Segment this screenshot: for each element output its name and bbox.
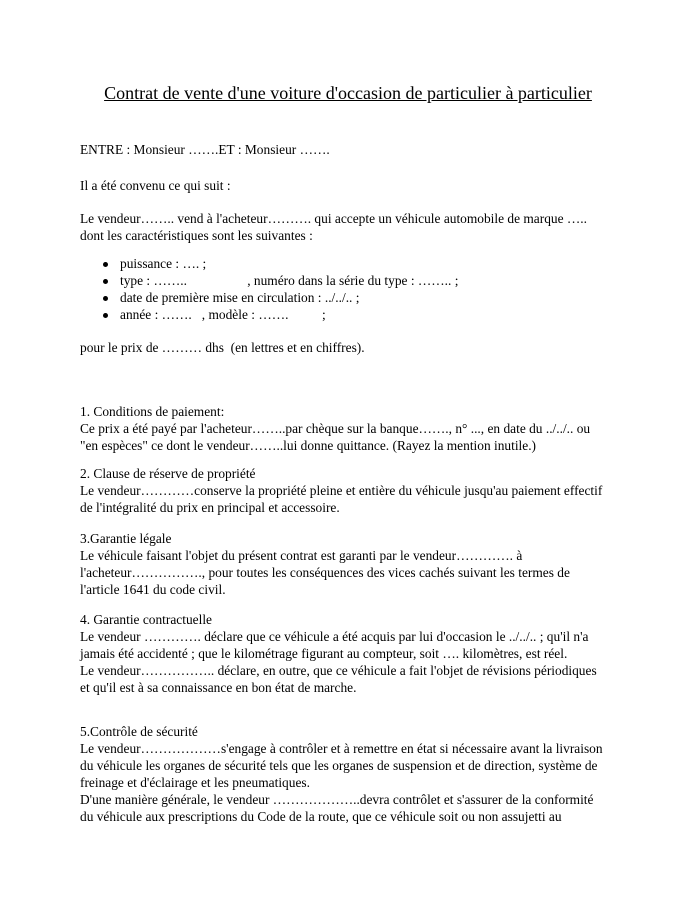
list-item: puissance : …. ; [120, 256, 207, 271]
section-text: freinage et d'éclairage et les pneumatiques. [80, 775, 310, 790]
section-text: de l'intégralité du prix en principal et accessoire. [80, 500, 340, 515]
section-text: "en espèces" ce dont le vendeur……..lui donne quittance. (Rayez la mention inutile.) [80, 438, 537, 453]
bullet-icon [103, 296, 108, 301]
intro-line: dont les caractéristiques sont les suivantes : [80, 228, 313, 243]
section-text: du véhicule aux prescriptions du Code de la route, que ce véhicule soit ou non assujetti au [80, 809, 562, 824]
list-item: type : …….. , numéro dans la série du type : …….. ; [120, 273, 459, 288]
section-text: Ce prix a été payé par l'acheteur……..par chèque sur la banque……., n° ..., en date du ../../.. ou [80, 421, 591, 436]
list-item: date de première mise en circulation : ../../.. ; [120, 290, 360, 305]
price-line: pour le prix de ……… dhs (en lettres et en chiffres). [80, 340, 365, 355]
section-heading: 5.Contrôle de sécurité [80, 724, 198, 739]
document-title: Contrat de vente d'une voiture d'occasion de particulier à particulier [104, 83, 592, 103]
bullet-icon [103, 279, 108, 284]
section-heading: 3.Garantie légale [80, 531, 172, 546]
list-item: année : ……. , modèle : ……. ; [120, 307, 326, 322]
section-text: jamais été accidenté ; que le kilométrage figurant au compteur, soit …. kilomètres, est réel. [80, 646, 568, 661]
bullet-icon [103, 313, 108, 318]
section-text: l'article 1641 du code civil. [80, 582, 226, 597]
section-text: du véhicule les organes de sécurité tels que les organes de suspension et de direction, système de [80, 758, 598, 773]
section-text: l'acheteur……………., pour toutes les conséquences des vices cachés suivant les termes de [80, 565, 570, 580]
section-heading: 1. Conditions de paiement: [80, 404, 225, 419]
section-text: Le véhicule faisant l'objet du présent contrat est garanti par le vendeur…………. à [80, 548, 523, 563]
section-text: et qu'il est à sa connaissance en bon état de marche. [80, 680, 357, 695]
section-heading: 2. Clause de réserve de propriété [80, 466, 256, 481]
section-heading: 4. Garantie contractuelle [80, 612, 212, 627]
section-text: Le vendeur …………. déclare que ce véhicule a été acquis par lui d'occasion le ../../.. ; qu'il n'a [80, 629, 589, 644]
parties-line: ENTRE : Monsieur …….ET : Monsieur ……. [80, 142, 330, 157]
bullet-icon [103, 262, 108, 267]
section-text: Le vendeur…………conserve la propriété pleine et entière du véhicule jusqu'au paiement effectif [80, 483, 603, 498]
intro-line: Le vendeur…….. vend à l'acheteur………. qui accepte un véhicule automobile de marque ….. [80, 211, 587, 226]
section-text: D'une manière générale, le vendeur ………………..devra contrôlet et s'assurer de la conformité [80, 792, 594, 807]
convenu-line: Il a été convenu ce qui suit : [80, 178, 231, 193]
section-text: Le vendeur…………….. déclare, en outre, que ce véhicule a fait l'objet de révisions périodiques [80, 663, 597, 678]
section-text: Le vendeur………………s'engage à contrôler et à remettre en état si nécessaire avant la livraison [80, 741, 603, 756]
